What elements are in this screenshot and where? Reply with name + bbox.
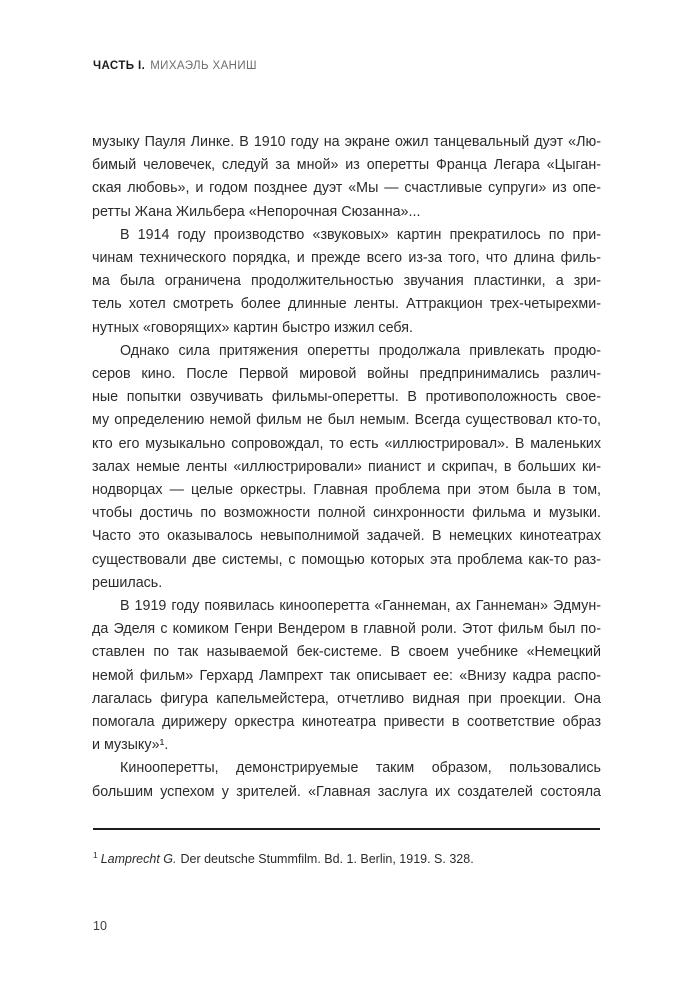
part-label: ЧАСТЬ I. (93, 60, 146, 72)
text-line: чтобы достичь по возможности полной синхронности фильма и музыки. (92, 505, 601, 522)
text-line: большим успехом у зрителей. «Главная заслуга их создателей состояла (92, 783, 601, 800)
text-line: му определению немой фильм не был немым. Всегда существовал кто-то, (92, 412, 601, 429)
page-number: 10 (93, 919, 107, 933)
footnote-text: Der deutsche Stummfilm. Bd. 1. Berlin, 1919. S. 328. (180, 852, 474, 867)
text-line: Часто это оказывалось невыполнимой задачей. В немецких кинотеатрах (92, 528, 601, 545)
text-line: и музыку»¹. (92, 737, 169, 754)
text-line: залах немые ленты «иллюстрировали» пианист и скрипач, в больших ки- (92, 458, 601, 475)
text-line: ская любовь», и годом позднее дуэт «Мы — счастливые супруги» из опе- (92, 180, 601, 197)
text-line: В 1914 году производство «звуковых» картин прекратилось по при- (120, 226, 601, 243)
text-line: тель хотел смотреть более длинные ленты. Аттракцион трех-четырехми- (92, 296, 601, 313)
text-line: ставлен по так называемой бек-системе. В своем учебнике «Немецкий (92, 644, 601, 661)
paragraph (92, 340, 601, 595)
text-line: нутных «говорящих» картин быстро изжил себя. (92, 319, 413, 336)
text-line: чинам технического порядка, и прежде всего из-за того, что длина филь- (92, 250, 601, 267)
text-line: ные попытки озвучивать фильмы-оперетты. В противоположность свое- (92, 389, 601, 406)
text-line: музыку Пауля Линке. В 1910 году на экране ожил танцевальный дуэт «Лю- (92, 134, 601, 150)
paragraph (92, 595, 601, 757)
paragraph (92, 131, 601, 224)
footnote (93, 847, 598, 868)
paragraph (92, 224, 601, 340)
text-line: Однако сила притяжения оперетты продолжала привлекать продю- (120, 342, 601, 359)
text-line: решилась. (92, 574, 163, 591)
text-line: немой фильм» Герхард Лампрехт так описывает ее: «Внизу кадра распо- (92, 667, 601, 684)
text-block (92, 131, 601, 804)
text-line: кто его музыкально сопровождал, то есть «иллюстрировал». В маленьких (92, 435, 601, 452)
text-line: лагалась фигура капельмейстера, отчетливо видная при проекции. Она (92, 690, 601, 707)
paragraph (92, 757, 601, 803)
footnote-marker: 1 (93, 850, 98, 860)
text-line: да Эделя с комиком Генри Вендером в главной роли. Этот фильм был по- (92, 621, 601, 638)
text-line: ретты Жана Жильбера «Непорочная Сюзанна»... (92, 203, 421, 220)
text-line: существовали две системы, с помощью которых эта проблема как-то раз- (92, 551, 601, 568)
footnote-author: Lamprecht G. (100, 852, 177, 867)
text-line: серов кино. После Первой мировой войны предпринимались различ- (92, 366, 601, 383)
running-header (93, 60, 257, 72)
text-line: бимый человечек, следуй за мной» из оперетты Франца Легара «Цыган- (92, 157, 601, 174)
text-line: ма была ограничена продолжительностью звучания пластинки, а зри- (92, 273, 601, 290)
text-line: В 1919 году появилась кинооперетта «Ганнеман, ах Ганнеман» Эдмун- (120, 598, 601, 615)
chapter-author-label: МИХАЭЛЬ ХАНИШ (150, 60, 257, 72)
text-line: нодворцах — целые оркестры. Главная проблема при этом была в том, (92, 482, 601, 499)
text-line: Кинооперетты, демонстрируемые таким образом, пользовались (120, 760, 601, 777)
footnote-separator (93, 828, 600, 830)
text-line: помогала дирижеру оркестра кинотеатра привести в соответствие образ (92, 714, 601, 731)
